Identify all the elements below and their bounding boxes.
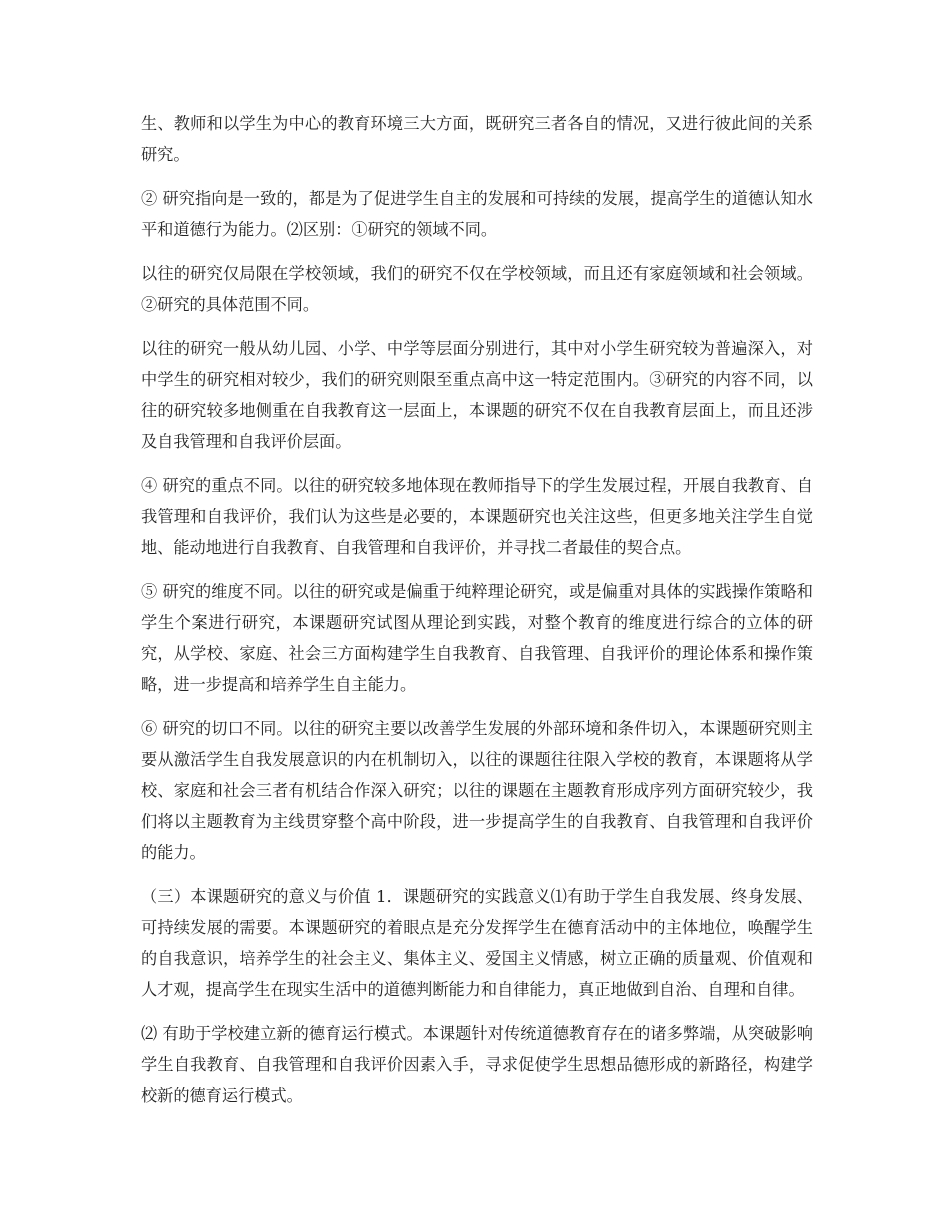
paragraph: （三）本课题研究的意义与价值 1．课题研究的实践意义⑴有助于学生自我发展、终身发展、可持续发展的需要。本课题研究的着眼点是充分发挥学生在德育活动中的主体地位，唤醒学生的自我意识，培养学生的社会主义、集体主义、爱国主义情感，树立正确的质量观、价值观和人才观，提高学生在现实生活中的道德判断能力和自律能力，真正地做到自治、自理和自律。	[141, 887, 813, 999]
document-body	[141, 108, 813, 1124]
paragraph: ② 研究指向是一致的，都是为了促进学生自主的发展和可持续的发展，提高学生的道德认知水平和道德行为能力。⑵区别：①研究的领域不同。	[141, 189, 813, 239]
paragraph: ④ 研究的重点不同。以往的研究较多地体现在教师指导下的学生发展过程，开展自我教育、自我管理和自我评价，我们认为这些是必要的，本课题研究也关注这些，但更多地关注学生自觉地、能动地进行自我教育、自我管理和自我评价，并寻找二者最佳的契合点。	[141, 476, 813, 557]
paragraph: ⑤ 研究的维度不同。以往的研究或是偏重于纯粹理论研究，或是偏重对具体的实践操作策略和学生个案进行研究，本课题研究试图从理论到实践，对整个教育的维度进行综合的立体的研究，从学校、家庭、社会三方面构建学生自我教育、自我管理、自我评价的理论体系和操作策略，进一步提高和培养学生自主能力。	[141, 582, 813, 694]
paragraph: 以往的研究一般从幼儿园、小学、中学等层面分别进行，其中对小学生研究较为普遍深入，对中学生的研究相对较少，我们的研究则限至重点高中这一特定范围内。③研究的内容不同，以往的研究较多地侧重在自我教育这一层面上，本课题的研究不仅在自我教育层面上，而且还涉及自我管理和自我评价层面。	[141, 339, 813, 451]
paragraph: 生、教师和以学生为中心的教育环境三大方面，既研究三者各自的情况，又进行彼此间的关系研究。	[141, 114, 813, 164]
paragraph: ⑥ 研究的切口不同。以往的研究主要以改善学生发展的外部环境和条件切入，本课题研究则主要从激活学生自我发展意识的内在机制切入，以往的课题往往限入学校的教育，本课题将从学校、家庭和社会三者有机结合作深入研究；以往的课题在主题教育形成序列方面研究较少，我们将以主题教育为主线贯穿整个高中阶段，进一步提高学生的自我教育、自我管理和自我评价的能力。	[141, 719, 813, 862]
paragraph: ⑵ 有助于学校建立新的德育运行模式。本课题针对传统道德教育存在的诸多弊端，从突破影响学生自我教育、自我管理和自我评价因素入手，寻求促使学生思想品德形成的新路径，构建学校新的德育运行模式。	[141, 1024, 813, 1105]
paragraph: 以往的研究仅局限在学校领域，我们的研究不仅在学校领域，而且还有家庭领域和社会领域。②研究的具体范围不同。	[141, 264, 813, 314]
